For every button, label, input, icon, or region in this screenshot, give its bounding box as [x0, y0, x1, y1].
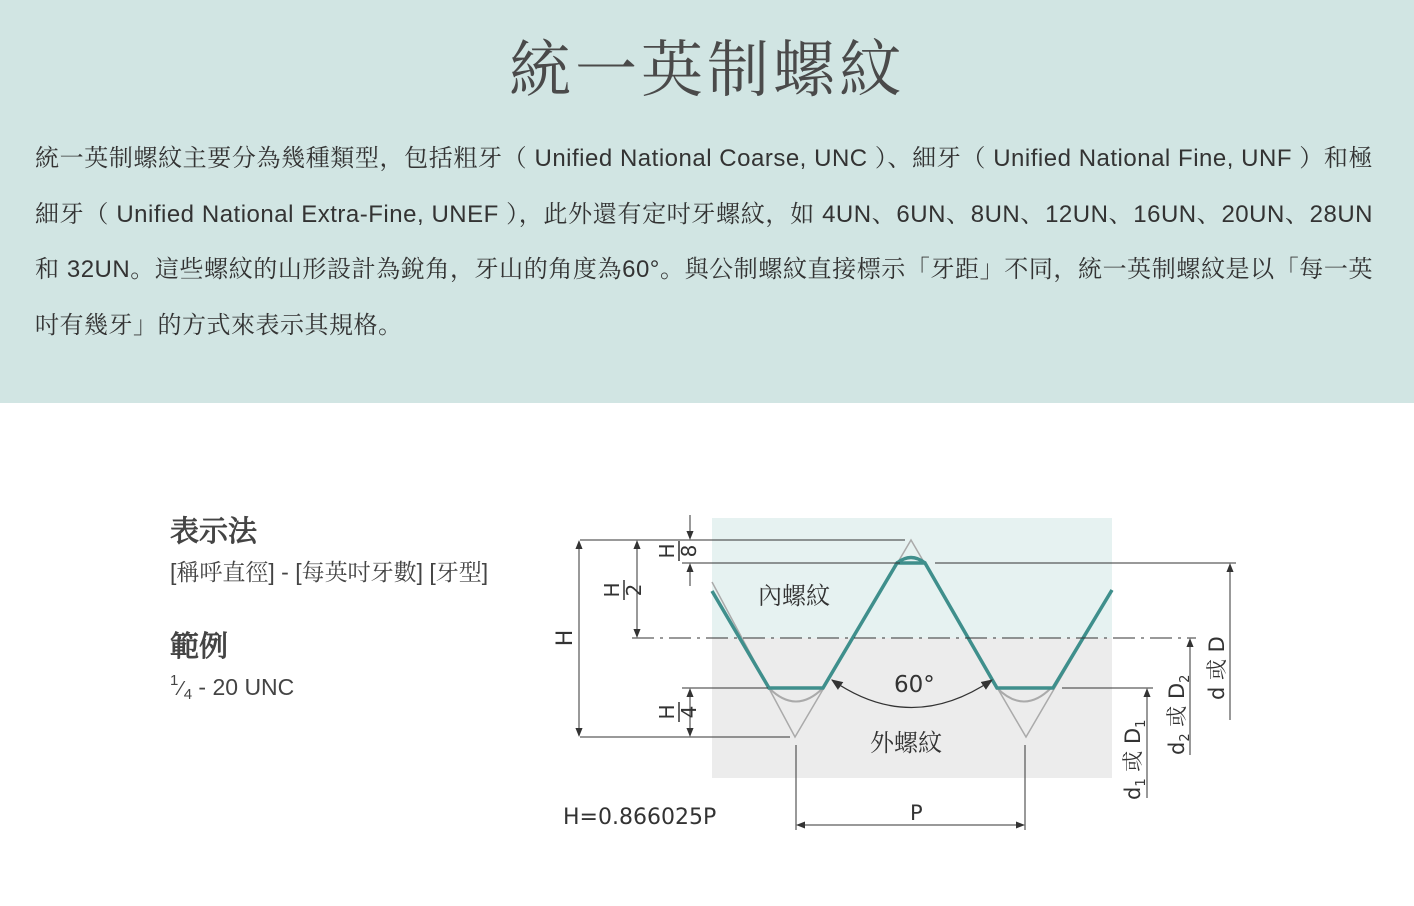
pitch-label: P — [910, 801, 923, 825]
notation-heading: 表示法 — [170, 516, 258, 548]
example-denominator: 4 — [183, 686, 193, 703]
external-thread-label: 外螺紋 — [870, 729, 942, 757]
page-title: 統一英制螺紋 — [508, 36, 905, 105]
h2-label — [600, 580, 646, 600]
height-label: H — [553, 629, 578, 647]
example-slash: ⁄ — [179, 678, 183, 700]
h2-num: H — [600, 582, 624, 598]
h8-num: H — [655, 543, 679, 559]
thread-profile-diagram — [0, 403, 1414, 906]
h4-den: 4 — [677, 705, 701, 719]
internal-thread-label: 內螺紋 — [758, 582, 830, 610]
pitch-diameter-label: $d_2$ 或 $D_2$ — [1165, 674, 1193, 755]
example-rest: - 20 UNC — [192, 674, 295, 700]
example-heading: 範例 — [170, 631, 229, 663]
h4-num: H — [655, 704, 679, 720]
angle-label: 60° — [894, 672, 935, 698]
minor-diameter-label: $d_1$ 或 $D_1$ — [1121, 719, 1149, 800]
h8-den: 8 — [677, 544, 701, 558]
intro-paragraph: 統一英制螺紋主要分為幾種類型，包括粗牙（ Unified National Coarse, UNC ）、細牙（ Unified National Fine, UNF ）和極細牙（ Unified National Extra-Fine, UNEF ），此外還有定吋牙螺紋，如 4UN、6UN、8UN、12UN、16UN、20UN、28UN 和 32UN。這些螺紋的山形設計為銳角，牙山的角度為60°。與公制螺紋直接標示「牙距」不同，統一英制螺紋是以「每一英吋有幾牙」的方式來表示其規格。 — [35, 145, 1373, 339]
h8-label — [655, 541, 701, 561]
h2-den: 2 — [622, 583, 646, 597]
example-numerator: 1 — [170, 672, 179, 689]
notation-format: [稱呼直徑] - [每英吋牙數] [牙型] — [170, 559, 489, 585]
header-banner — [0, 0, 1414, 403]
internal-thread-region — [712, 518, 1112, 638]
formula-label: H=0.866025P — [563, 805, 717, 830]
major-diameter-label: d 或 D — [1205, 636, 1229, 700]
h4-label — [655, 702, 701, 722]
